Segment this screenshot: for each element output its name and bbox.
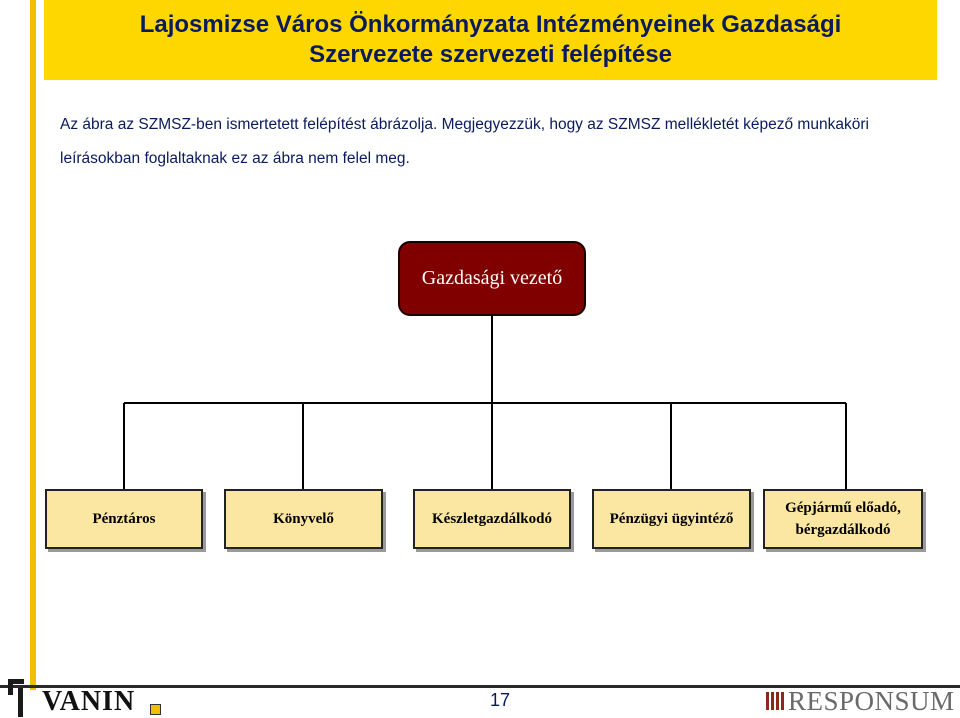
vanin-logo-square-icon xyxy=(150,704,161,715)
intro-line-1: Az ábra az SZMSZ-ben ismertetett felépítést ábrázolja. Megjegyezzük, hogy az SZMSZ mellékletét képező munkaköri xyxy=(60,116,869,133)
org-node-label: Pénzügyi ügyintéző xyxy=(609,511,734,527)
intro-line-2: leírásokban foglaltaknak ez az ábra nem felel meg. xyxy=(60,150,410,167)
vanin-logo-bar-icon xyxy=(18,688,23,717)
org-node-label: Könyvelő xyxy=(273,511,334,527)
responsum-logo: RESPONSUM xyxy=(788,686,955,716)
org-node-child-3 xyxy=(413,489,571,549)
responsum-logo-icon xyxy=(766,692,784,710)
vanin-logo: VANIN xyxy=(42,686,136,717)
org-node-child-2 xyxy=(224,489,383,549)
page-title-line-1: Lajosmizse Város Önkormányzata Intézményeinek Gazdasági xyxy=(139,11,842,38)
org-node-label: Készletgazdálkodó xyxy=(432,511,552,527)
page-title-line-2: Szervezete szervezeti felépítése xyxy=(309,41,672,68)
org-node-label-line-2: bérgazdálkodó xyxy=(795,522,891,538)
org-node-label: Pénztáros xyxy=(92,511,156,527)
org-node-child-1 xyxy=(45,489,203,549)
org-node-root: Gazdasági vezető xyxy=(398,241,586,316)
page-number: 17 xyxy=(489,690,511,710)
org-node-child-4 xyxy=(592,489,751,549)
org-node-label-line-1: Gépjármű előadó, xyxy=(785,500,901,516)
org-node-child-5 xyxy=(763,489,923,549)
